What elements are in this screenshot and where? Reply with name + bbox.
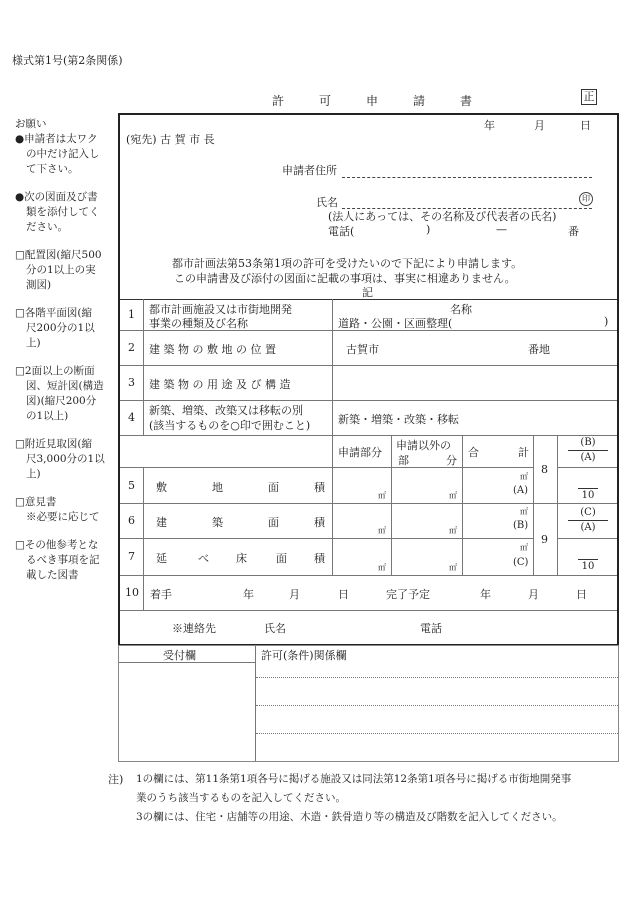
unit-label: ㎡ xyxy=(520,507,528,516)
checkbox-icon[interactable]: □ xyxy=(15,539,25,551)
seal-mark: 印 xyxy=(579,192,593,206)
row-divider xyxy=(557,538,617,539)
instruction-line: 次の図面及び書 xyxy=(24,191,98,203)
attachment-checkbox[interactable] xyxy=(15,437,115,482)
total-tag: (B) xyxy=(513,520,529,531)
completion-label: 完了予定 xyxy=(386,588,430,601)
instruction-line: の中だけ記入し xyxy=(26,148,100,160)
row-divider xyxy=(557,467,617,468)
attachment-checkbox[interactable] xyxy=(15,495,115,525)
row-label-char: 面 xyxy=(276,552,287,565)
row2-label: 建 築 物 の 敷 地 の 位 置 xyxy=(149,343,276,356)
permit-line xyxy=(256,677,618,678)
table-top-line xyxy=(120,299,617,300)
start-month-label: 月 xyxy=(289,588,300,601)
col-header-total-a: 合 xyxy=(468,446,479,459)
instruction-line: 載した図書 xyxy=(26,569,79,581)
contact-phone-field[interactable] xyxy=(448,615,608,637)
col-divider xyxy=(143,467,144,610)
ratio-numerator: (B) xyxy=(580,437,596,448)
col-divider xyxy=(557,435,558,575)
row4-label-line1: 新築、増築、改築又は移転の別 xyxy=(149,404,303,417)
footnote-body xyxy=(100,770,620,827)
instructions-heading: お願い xyxy=(15,118,47,130)
form-number: 様式第1号(第2条関係) xyxy=(12,54,123,67)
footnote-line: 3の欄には、住宅・店舗等の用途、木造・鉄骨造り等の構造及び階数を記入してください。 xyxy=(136,811,563,823)
instruction-line: その他参考とな xyxy=(24,539,99,551)
row-divider xyxy=(120,575,617,576)
checkbox-icon[interactable]: □ xyxy=(15,496,25,508)
checkbox-icon[interactable]: □ xyxy=(15,438,25,450)
statement-line-2: この申請書及び添付の図面に記載の事項は、事実に相違ありません。 xyxy=(174,272,516,285)
instruction-line: 尺3,000分の1以 xyxy=(26,453,105,465)
permit-line xyxy=(256,733,618,734)
row-label-char: 積 xyxy=(314,516,325,529)
instruction-line: 尺200分の1以 xyxy=(26,322,95,334)
permit-conditions-label: 許可(条件)関係欄 xyxy=(261,649,347,662)
row1-facility-type: 道路・公園・区画整理( xyxy=(338,317,453,330)
phone-ban: 番 xyxy=(568,225,579,238)
bullet-icon: ● xyxy=(15,133,25,145)
instruction-line: 意見書 xyxy=(24,496,57,508)
attachment-checkbox[interactable] xyxy=(15,538,115,583)
attachment-checkbox[interactable] xyxy=(15,248,115,293)
col-header-other-a: 部 xyxy=(398,454,409,467)
row-label-char: 面 xyxy=(268,516,279,529)
building-use-field[interactable] xyxy=(334,367,614,398)
completion-month-label: 月 xyxy=(528,588,539,601)
col-divider xyxy=(143,299,144,435)
row-label-char: 建 xyxy=(156,516,167,529)
row-label-char: べ xyxy=(198,552,209,565)
instruction-line: 図)(縮尺200分 xyxy=(26,395,97,407)
row3-label: 建 築 物 の 用 途 及 び 構 造 xyxy=(149,378,291,391)
phone-paren-close: ) xyxy=(426,223,431,236)
site-location-field[interactable] xyxy=(390,333,520,361)
date-month-label: 月 xyxy=(534,119,545,132)
col-header-total-b: 計 xyxy=(518,446,529,459)
row1-paren-close: ) xyxy=(604,315,609,328)
contact-phone-label: 電話 xyxy=(420,622,442,635)
instruction-line: るべき事項を記 xyxy=(26,554,100,566)
ratio-denominator: (A) xyxy=(580,452,596,463)
footnote-prefix: 注) xyxy=(108,773,124,786)
row-label-char: 地 xyxy=(212,481,223,494)
ratio-8-formula xyxy=(562,437,614,464)
row-divider xyxy=(120,610,617,611)
instruction-line: 図、短計図(構造 xyxy=(26,380,104,392)
site-area-apply-field[interactable] xyxy=(333,468,390,502)
ratio-result-denominator: 10 xyxy=(581,561,595,572)
title-char: 請 xyxy=(412,94,425,108)
row-label-char: 面 xyxy=(268,481,279,494)
total-tag: (A) xyxy=(513,485,529,496)
instruction-line: 申請者は太ワク xyxy=(24,133,98,145)
instructions-panel xyxy=(15,117,115,596)
site-city-label: 古賀市 xyxy=(346,343,379,356)
office-use-section xyxy=(118,645,619,762)
building-area-apply-field[interactable] xyxy=(333,504,390,537)
row-number: 1 xyxy=(128,308,135,321)
row4-label-line2: (該当するものを○印で囲むこと) xyxy=(149,419,311,432)
row-label-char: 積 xyxy=(314,481,325,494)
title-char: 可 xyxy=(318,94,331,108)
contact-name-field[interactable] xyxy=(290,615,410,637)
phone-label: 電話( xyxy=(328,225,355,238)
total-tag: (C) xyxy=(513,557,529,568)
instruction-line: 上) xyxy=(26,337,41,349)
unit-label: ㎡ xyxy=(449,491,457,500)
row-label-char: 築 xyxy=(212,516,223,529)
row-label-char: 敷 xyxy=(156,481,167,494)
instruction-line: 類を添付してく xyxy=(26,206,100,218)
instruction-item xyxy=(15,190,115,235)
instruction-line: の1以上) xyxy=(26,410,69,422)
row-number: 3 xyxy=(128,376,135,389)
row-number: 7 xyxy=(128,550,135,563)
ratio-9-formula xyxy=(562,507,614,534)
site-area-total-field[interactable] xyxy=(463,468,513,502)
attachment-checkbox[interactable] xyxy=(15,364,115,424)
start-year-label: 年 xyxy=(243,588,254,601)
applicant-address-field[interactable] xyxy=(342,177,592,178)
instruction-line: 配置図(縮尺500 xyxy=(24,249,102,261)
site-banchi-label: 番地 xyxy=(528,343,550,356)
row-number: 5 xyxy=(128,479,135,492)
instruction-line: 分の1以上の実 xyxy=(26,264,96,276)
start-day-label: 日 xyxy=(338,588,349,601)
building-area-total-field[interactable] xyxy=(463,504,513,537)
row-label-char: 積 xyxy=(314,552,325,565)
document-title xyxy=(272,92,472,109)
applicant-name-label: 氏名 xyxy=(316,196,338,209)
start-label: 着手 xyxy=(150,588,172,601)
row1-label-line1: 都市計画施設又は市街地開発 xyxy=(149,303,292,316)
permit-line xyxy=(256,705,618,706)
contact-label: ※連絡先 xyxy=(172,622,216,635)
row-divider xyxy=(120,435,617,436)
unit-label: ㎡ xyxy=(378,526,386,535)
col-divider xyxy=(255,646,256,761)
title-char: 書 xyxy=(459,94,472,108)
building-area-other-field[interactable] xyxy=(392,504,461,537)
facility-name-field[interactable] xyxy=(450,315,600,329)
footnote-line: 業のうち該当するものを記入してください。 xyxy=(136,792,346,804)
ratio-numerator: (C) xyxy=(580,507,596,518)
ki-label: 記 xyxy=(362,286,373,299)
ratio-8-number: 8 xyxy=(541,463,548,476)
checkbox-icon[interactable]: □ xyxy=(15,307,25,319)
phone-dash: — xyxy=(496,223,507,236)
bullet-icon: ● xyxy=(15,191,25,203)
instruction-item xyxy=(15,132,115,177)
col-header-other: 申請以外の xyxy=(396,439,451,452)
checkbox-icon[interactable]: □ xyxy=(15,365,25,377)
instruction-line: 附近見取図(縮 xyxy=(24,438,93,450)
instruction-line: ※必要に応じて xyxy=(26,511,100,523)
row-number: 4 xyxy=(128,411,135,424)
ratio-denominator: (A) xyxy=(580,522,596,533)
row1-name-label: 名称 xyxy=(450,303,472,316)
addressee: (宛先) 古 賀 市 長 xyxy=(126,133,215,146)
unit-label: ㎡ xyxy=(378,491,386,500)
site-area-other-field[interactable] xyxy=(392,468,461,502)
unit-label: ㎡ xyxy=(449,526,457,535)
instruction-line: 上) xyxy=(26,468,41,480)
col-header-other-b: 分 xyxy=(446,454,457,467)
row-label-char: 床 xyxy=(236,552,247,565)
row-label-char: 延 xyxy=(156,552,167,565)
floor-area-apply-field[interactable] xyxy=(333,539,390,574)
floor-area-total-field[interactable] xyxy=(463,539,513,574)
col-divider xyxy=(533,435,534,575)
row-number: 6 xyxy=(128,514,135,527)
row-number: 10 xyxy=(125,586,139,599)
attachment-checkbox[interactable] xyxy=(15,306,115,351)
ratio-8-result[interactable] xyxy=(562,475,614,502)
completion-year-label: 年 xyxy=(480,588,491,601)
contact-name-label: 氏名 xyxy=(264,622,286,635)
completion-day-label: 日 xyxy=(576,588,587,601)
instruction-line: 各階平面図(縮 xyxy=(24,307,93,319)
checkbox-icon[interactable]: □ xyxy=(15,249,25,261)
applicant-address-label: 申請者住所 xyxy=(282,164,337,177)
unit-label: ㎡ xyxy=(449,563,457,572)
instruction-line: 測図) xyxy=(26,279,52,291)
footnotes xyxy=(100,770,620,827)
row-divider xyxy=(120,365,617,366)
instruction-line: 2面以上の断面 xyxy=(24,365,95,377)
ratio-9-number: 9 xyxy=(541,533,548,546)
unit-label: ㎡ xyxy=(520,543,528,552)
statement-line-1: 都市計画法第53条第1項の許可を受けたいので下記により申請します。 xyxy=(172,257,523,270)
row1-label-line2: 事業の種類及び名称 xyxy=(149,317,248,330)
col-header-apply: 申請部分 xyxy=(338,446,382,459)
application-form xyxy=(118,113,619,646)
original-stamp: 正 xyxy=(581,89,597,105)
construction-type-options[interactable]: 新築・増築・改築・移転 xyxy=(338,413,459,426)
reception-label: 受付欄 xyxy=(163,649,196,662)
date-day-label: 日 xyxy=(580,119,591,132)
row-number: 2 xyxy=(128,341,135,354)
instruction-line: て下さい。 xyxy=(26,163,79,175)
phone-field[interactable] xyxy=(342,223,422,237)
footnote-line: 1の欄には、第11条第1項各号に掲げる施設又は同法第12条第1項各号に掲げる市街地開発事 xyxy=(136,773,572,785)
title-char: 申 xyxy=(365,94,378,108)
row-divider xyxy=(120,400,617,401)
date-year-label: 年 xyxy=(484,119,495,132)
ratio-result-denominator: 10 xyxy=(581,490,595,501)
instruction-line: ださい。 xyxy=(26,221,68,233)
floor-area-other-field[interactable] xyxy=(392,539,461,574)
ratio-9-result[interactable] xyxy=(562,546,614,573)
corporate-note: (法人にあっては、その名称及び代表者の氏名) xyxy=(328,210,557,223)
title-char: 許 xyxy=(272,94,285,108)
unit-label: ㎡ xyxy=(378,563,386,572)
unit-label: ㎡ xyxy=(520,472,528,481)
